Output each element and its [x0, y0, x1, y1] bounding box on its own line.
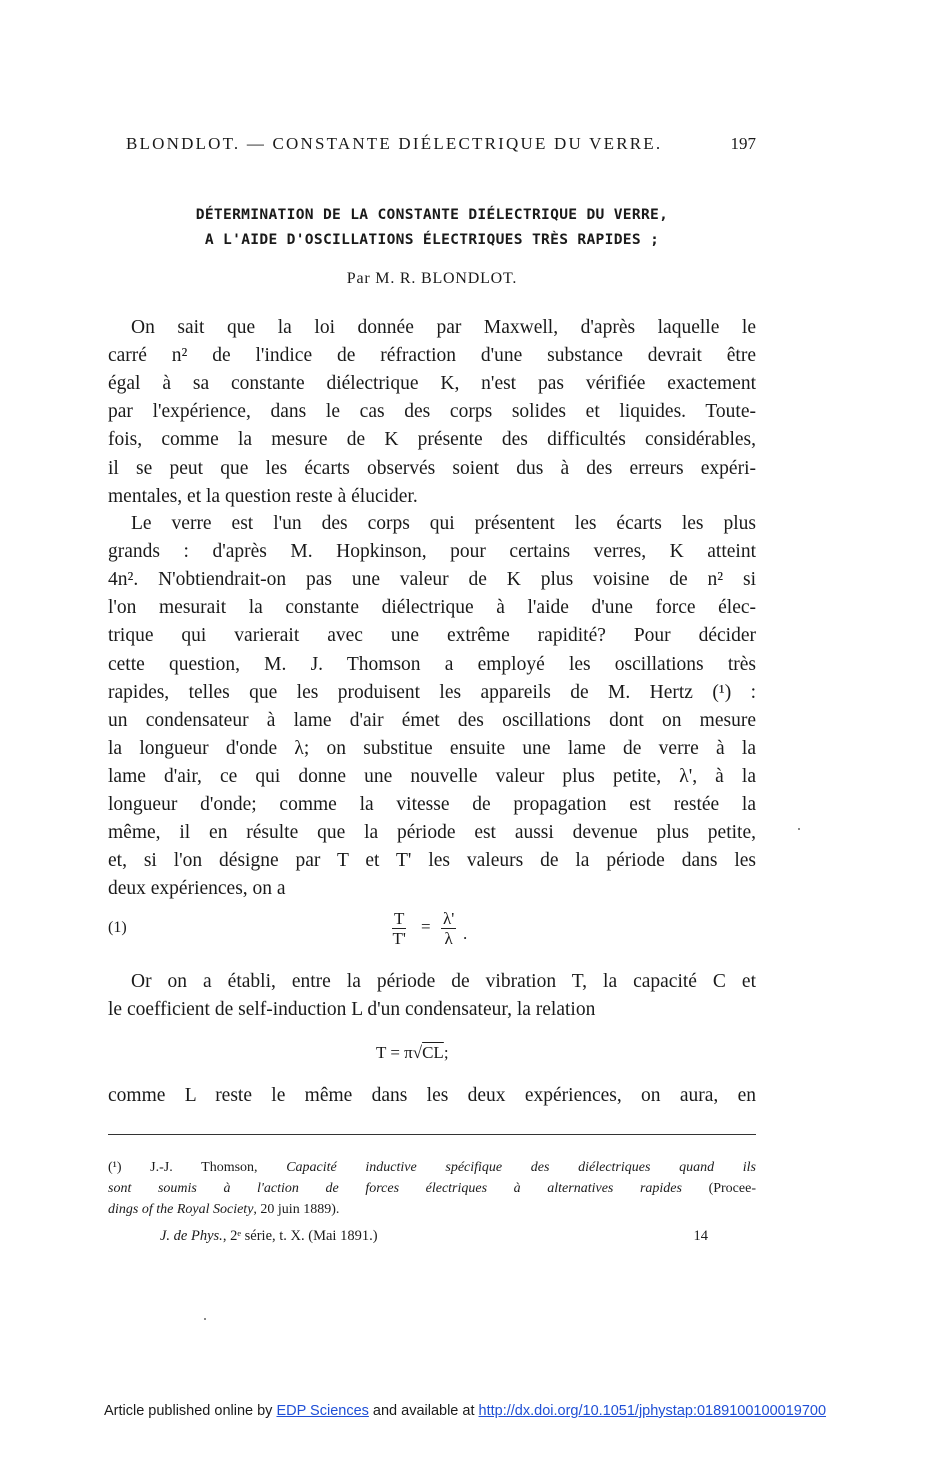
footnote-title-part-1: Capacité inductive spécifique des diélectriques quand ils — [286, 1160, 756, 1175]
paragraph1-line: il se peut que les écarts observés soient dus à des erreurs expéri- — [108, 457, 756, 479]
paragraph4-line: comme L reste le même dans les deux expériences, on aura, en — [108, 1085, 756, 1106]
formula-lhs: T = π — [376, 1043, 413, 1062]
equation-equals: = — [421, 917, 431, 936]
paragraph2-line: 4n². N'obtiendrait-on pas une valeur de K plus voisine de n² si — [108, 569, 756, 591]
paragraph1-line: mentales, et la question reste à élucider. — [108, 485, 418, 507]
journal-reference — [160, 1228, 708, 1245]
doi-link[interactable]: http://dx.doi.org/10.1051/jphystap:0189100100019700 — [478, 1403, 827, 1419]
page-number: 197 — [730, 134, 756, 153]
fraction-rhs — [441, 909, 456, 948]
paragraph1-line: carré n² de l'indice de réfraction d'une substance devrait être — [108, 345, 756, 367]
article-title-line-2: A L'AIDE D'OSCILLATIONS ÉLECTRIQUES TRÈS RAPIDES ; — [204, 231, 660, 248]
paragraph2-line: lame d'air, ce qui donne une nouvelle valeur plus petite, λ', à la — [108, 765, 756, 787]
footnote-line-1 — [108, 1158, 756, 1177]
footnote-rule — [108, 1134, 756, 1135]
paragraph2-line: l'on mesurait la constante diélectrique à l'aide d'une force élec- — [108, 597, 756, 619]
formula-radicand: CL — [422, 1043, 444, 1062]
footnote-line-3 — [108, 1200, 756, 1219]
footnote-line-2 — [108, 1179, 756, 1198]
paragraph2-line: grands : d'après M. Hopkinson, pour certains verres, K atteint — [108, 541, 756, 563]
paragraph2-line: même, il en résulte que la période est aussi devenue plus petite, — [108, 822, 756, 844]
notice-middle: and available at — [368, 1403, 479, 1419]
footnote-journal: dings of the Royal Society — [108, 1202, 254, 1217]
fraction-rhs-denominator: λ — [444, 929, 453, 948]
author-byline: Par M. R. BLONDLOT. — [346, 270, 518, 287]
speck — [204, 1318, 206, 1320]
article-title-line-1: DÉTERMINATION DE LA CONSTANTE DIÉLECTRIQUE DU VERRE, — [195, 206, 669, 223]
footnote-source-open: (Procee- — [681, 1181, 756, 1196]
footnote-marker: (¹) J.-J. Thomson, — [108, 1160, 287, 1175]
paragraph2-line: deux expériences, on a — [108, 878, 286, 900]
equation-period-formula — [376, 1043, 449, 1063]
running-head — [126, 134, 756, 158]
paragraph2-line: rapides, telles que les produisent les appareils de M. Hertz (¹) : — [108, 681, 756, 703]
fraction-lhs-numerator: T — [394, 909, 405, 928]
signature-mark: 14 — [693, 1228, 708, 1244]
notice-prefix: Article published online by — [103, 1403, 277, 1419]
fraction-lhs — [392, 909, 406, 948]
paragraph2-line: Le verre est l'un des corps qui présentent les écarts les plus — [131, 513, 756, 534]
radical-sign: √ — [412, 1043, 423, 1062]
footnote-date: , 20 juin 1889). — [253, 1202, 340, 1217]
paragraph1-line: fois, comme la mesure de K présente des difficultés considérables, — [108, 429, 756, 451]
running-head-title: BLONDLOT. — CONSTANTE DIÉLECTRIQUE DU VERRE. — [126, 134, 663, 153]
formula-end: ; — [443, 1043, 449, 1062]
fraction-lhs-denominator: T' — [392, 929, 406, 948]
journal-volume: , 2ᵉ série, t. X. (Mai 1891.) — [222, 1228, 378, 1244]
paragraph1-line: égal à sa constante diélectrique K, n'est pas vérifiée exactement — [108, 373, 756, 395]
paragraph1-line: par l'expérience, dans le cas des corps solides et liquides. Toute- — [108, 401, 756, 423]
publisher-notice — [0, 1403, 930, 1419]
speck — [798, 828, 800, 830]
paragraph2-line: longueur d'onde; comme la vitesse de propagation est restée la — [108, 794, 756, 815]
equation-number: (1) — [108, 919, 127, 936]
footnote-title-part-2: sont soumis à l'action de forces électriques à alternatives rapides — [108, 1181, 682, 1196]
paragraph2-line: et, si l'on désigne par T et T' les valeurs de la période dans les — [108, 850, 756, 872]
paragraph2-line: la longueur d'onde λ; on substitue ensuite une lame de verre à la — [108, 737, 756, 759]
publisher-link[interactable]: EDP Sciences — [276, 1403, 369, 1419]
paragraph2-line: un condensateur à lame d'air émet des oscillations dont on mesure — [108, 709, 756, 731]
equation-period: . — [463, 924, 468, 943]
paragraph2-line: trique qui varierait avec une extrême rapidité? Pour décider — [108, 625, 756, 647]
paragraph1-line: On sait que la loi donnée par Maxwell, d'après laquelle le — [131, 317, 756, 338]
paragraph2-line: cette question, M. J. Thomson a employé les oscillations très — [108, 653, 756, 675]
paragraph3-line: le coefficient de self-induction L d'un condensateur, la relation — [108, 999, 596, 1021]
fraction-rhs-numerator: λ' — [443, 909, 455, 928]
journal-name: J. de Phys. — [160, 1228, 223, 1244]
paragraph3-line: Or on a établi, entre la période de vibration T, la capacité C et — [131, 971, 756, 992]
